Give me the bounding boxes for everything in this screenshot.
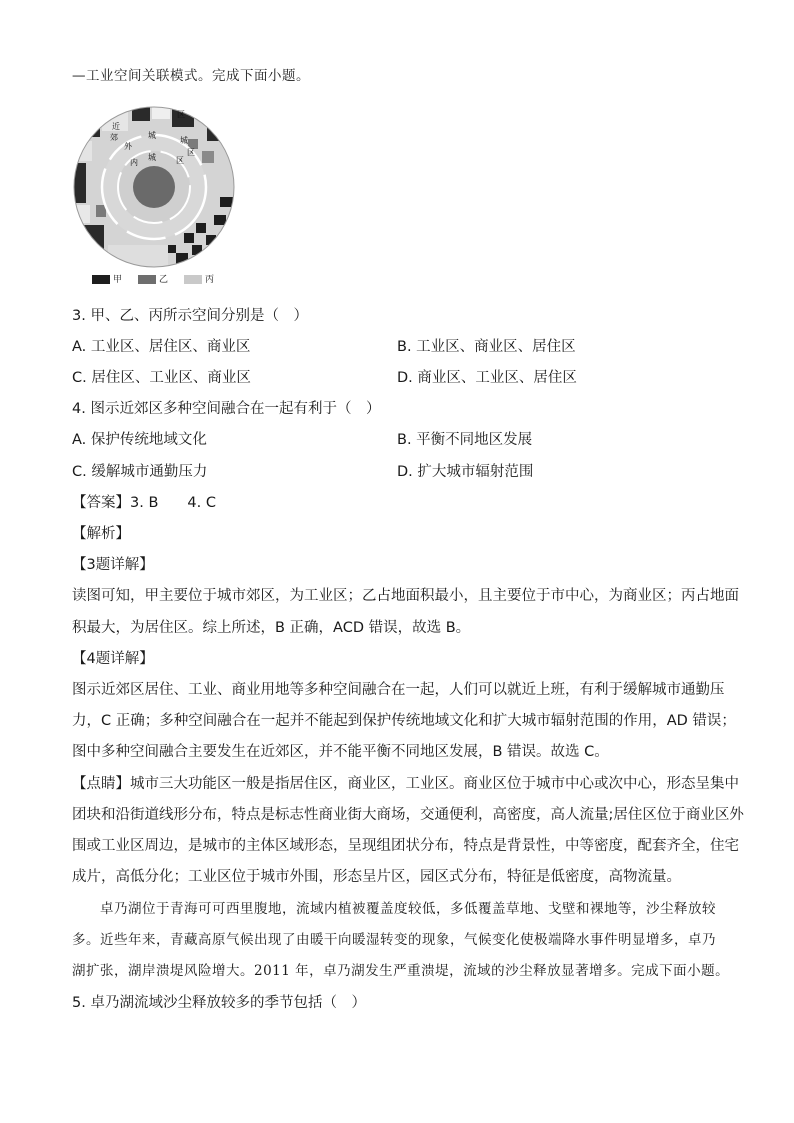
label-qu3: 区 — [176, 156, 184, 165]
analysis-tag: 【解析】 — [72, 526, 130, 542]
q3-option-b: B. 工业区、商业区、居住区 — [397, 339, 576, 355]
q4-stem: 4. 图示近郊区多种空间融合在一起有利于（ ） — [72, 401, 381, 417]
detail3-line-1: 读图可知，甲主要位于城市郊区，为工业区；乙占地面积最小，且主要位于市中心，为商业区；丙占地面 — [72, 588, 739, 604]
legend-swatch-yi — [138, 275, 156, 284]
answer-tag: 【答案】 — [72, 495, 130, 511]
detail3-line-2: 积最大，为居住区。综上所述，B 正确，ACD 错误，故选 B。 — [72, 620, 471, 636]
label-nei: 内 — [130, 158, 138, 167]
detail4-line-1: 图示近郊区居住、工业、商业用地等多种空间融合在一起，人们可以就近上班，有利于缓解城市通勤压 — [72, 682, 725, 698]
legend-swatch-jia — [92, 275, 110, 284]
intro-line: —工业空间关联模式。完成下面小题。 — [72, 68, 310, 84]
detail4-tag: 【4题详解】 — [72, 651, 154, 667]
legend-item-jia: 甲 — [92, 272, 122, 285]
urban-pattern-diagram — [72, 105, 237, 275]
legend-item-yi: 乙 — [138, 272, 168, 285]
tip-line-2: 围或工业区周边，是城市的主体区域形态，呈现组团状分布，特点是背景性，中等密度，配套齐全，住宅 — [72, 838, 739, 854]
q4-option-c: C. 缓解城市通勤压力 — [72, 464, 208, 480]
tip-first-text: 城市三大功能区一般是指居住区，商业区，工业区。商业区位于城市中心或次中心，形态呈集中 — [130, 776, 739, 792]
tip-first-line — [72, 774, 739, 794]
passage-line-2: 多。近些年来，青藏高原气候出现了由暖干向暖湿转变的现象，气候变化使极端降水事件明显增多，卓乃 — [72, 932, 716, 948]
q3-option-d: D. 商业区、工业区、居住区 — [397, 370, 577, 386]
label-jiao: 郊 — [110, 133, 118, 142]
label-cheng3: 城 — [148, 153, 156, 162]
q5-stem: 5. 卓乃湖流域沙尘释放较多的季节包括（ ） — [72, 995, 366, 1011]
q4-option-b: B. 平衡不同地区发展 — [397, 432, 533, 448]
label-qu2: 区 — [187, 148, 195, 157]
answer-line — [72, 493, 216, 513]
label-qu-outer: 区 — [177, 110, 185, 119]
urban-pattern-figure — [72, 105, 237, 290]
passage-line-1: 卓乃湖位于青海可可西里腹地，流域内植被覆盖度较低，多低覆盖草地、戈壁和裸地等，沙尘释放较 — [72, 901, 716, 917]
q4-option-a: A. 保护传统地域文化 — [72, 432, 207, 448]
legend-swatch-bing — [184, 275, 202, 284]
label-cheng2: 城 — [180, 136, 188, 145]
q3-option-a: A. 工业区、居住区、商业区 — [72, 339, 251, 355]
answer-text: 3. B 4. C — [130, 495, 216, 511]
label-cheng: 城 — [148, 131, 156, 140]
detail3-tag: 【3题详解】 — [72, 557, 154, 573]
label-wai: 外 — [124, 142, 132, 151]
tip-tag: 【点睛】 — [72, 776, 130, 792]
tip-line-3: 成片，高低分化；工业区位于城市外围，形态呈片区，园区式分布，特征是低密度，高物流量。 — [72, 869, 681, 885]
passage-line-3: 湖扩张，湖岸溃堤风险增大。2011 年，卓乃湖发生严重溃堤，流域的沙尘释放显著增多。完成下面小题。 — [72, 963, 730, 979]
label-jin: 近 — [112, 122, 120, 131]
q3-option-c: C. 居住区、工业区、商业区 — [72, 370, 251, 386]
q3-stem: 3. 甲、乙、丙所示空间分别是（ ） — [72, 308, 308, 324]
legend-item-bing: 丙 — [184, 272, 214, 285]
tip-line-1: 团块和沿街道线形分布，特点是标志性商业街大商场，交通便利，高密度，高人流量;居住区位于商业区外 — [72, 807, 744, 823]
q4-option-d: D. 扩大城市辐射范围 — [397, 464, 534, 480]
detail4-line-2: 力，C 正确；多种空间融合在一起并不能起到保护传统地域文化和扩大城市辐射范围的作用，AD 错误； — [72, 713, 736, 729]
detail4-line-3: 图中多种空间融合主要发生在近郊区，并不能平衡不同地区发展，B 错误。故选 C。 — [72, 744, 609, 760]
